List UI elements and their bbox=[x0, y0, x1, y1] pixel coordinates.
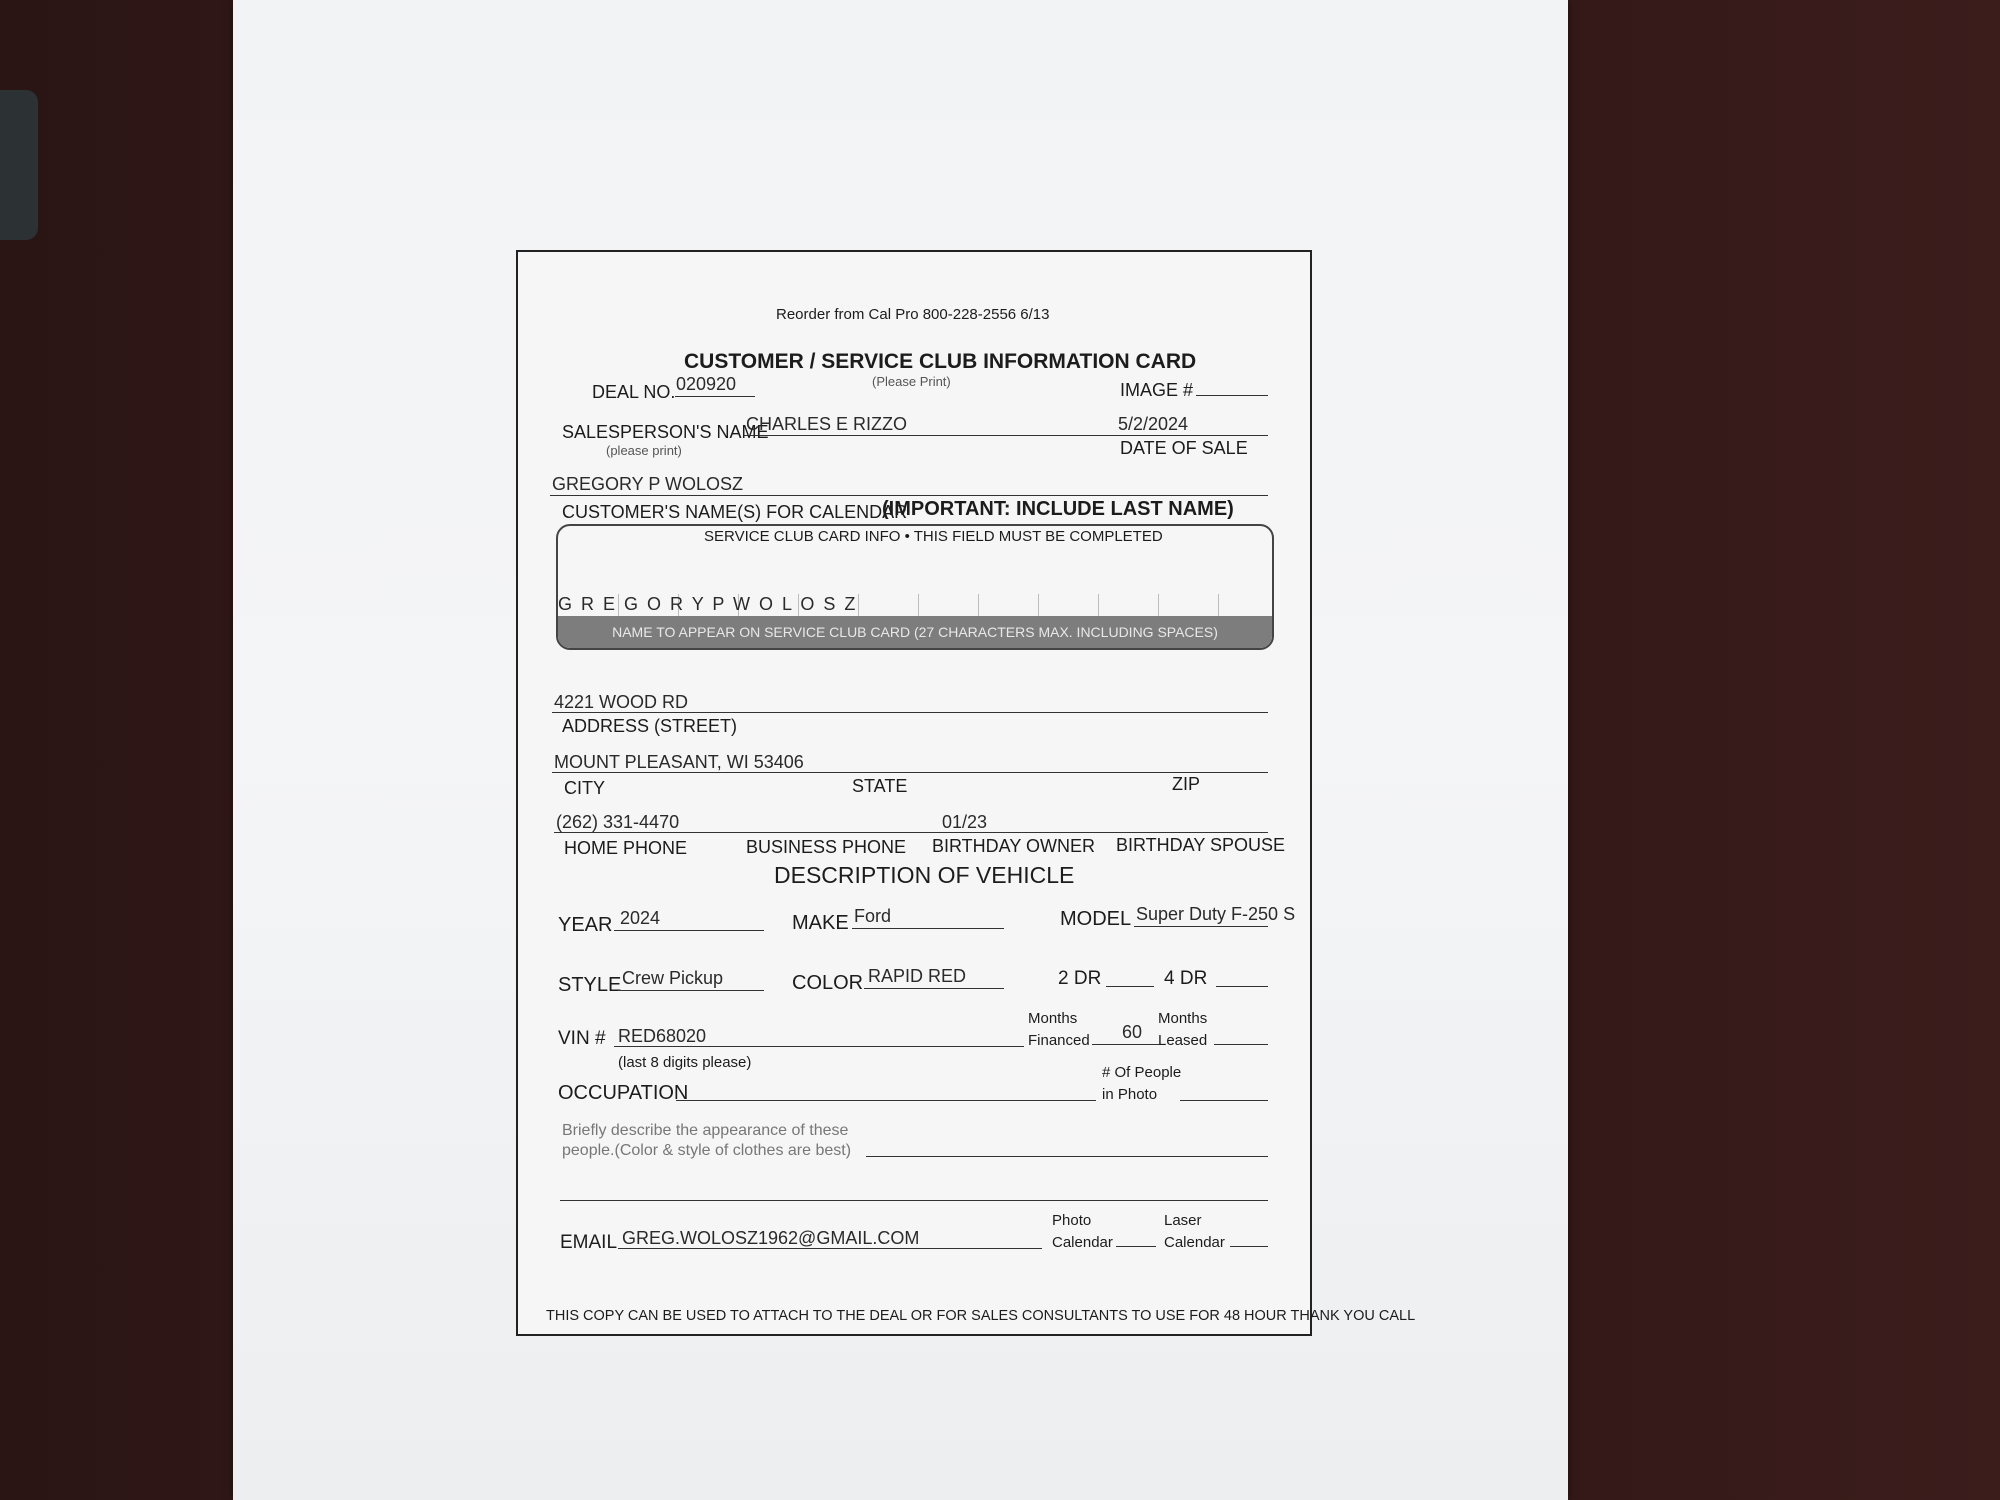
months-financed-label-1: Months bbox=[1028, 1010, 1078, 1027]
months-financed-value: 60 bbox=[1122, 1022, 1143, 1042]
deal-no-value: 020920 bbox=[676, 374, 737, 394]
months-financed-label-2: Financed bbox=[1028, 1032, 1090, 1049]
image-label: IMAGE # bbox=[1120, 380, 1194, 400]
card-title: CUSTOMER / SERVICE CLUB INFORMATION CARD bbox=[684, 350, 1197, 373]
salesperson-sublabel: (please print) bbox=[606, 443, 682, 458]
phone-line bbox=[554, 832, 1268, 833]
important-note: (IMPORTANT: INCLUDE LAST NAME) bbox=[882, 498, 1234, 520]
model-label: MODEL bbox=[1060, 908, 1132, 930]
club-card-header: SERVICE CLUB CARD INFO • THIS FIELD MUST BE COMPLETED bbox=[704, 528, 1163, 545]
zip-label: ZIP bbox=[1172, 774, 1201, 794]
date-of-sale-value: 5/2/2024 bbox=[1118, 414, 1189, 434]
address-label: ADDRESS (STREET) bbox=[562, 716, 738, 736]
business-phone-label: BUSINESS PHONE bbox=[746, 837, 907, 857]
state-label: STATE bbox=[852, 776, 908, 796]
photo-calendar-label-2: Calendar bbox=[1052, 1234, 1113, 1251]
months-financed-line bbox=[1092, 1044, 1160, 1045]
months-leased-label-2: Leased bbox=[1158, 1032, 1208, 1049]
months-leased-line bbox=[1214, 1044, 1268, 1045]
vehicle-heading: DESCRIPTION OF VEHICLE bbox=[774, 862, 1075, 888]
background-object bbox=[0, 90, 38, 240]
club-card-value: G R E G O R Y P W O L O S Z bbox=[558, 594, 858, 614]
describe-line-extra bbox=[560, 1200, 1268, 1201]
months-leased-label-1: Months bbox=[1158, 1010, 1208, 1027]
vin-note: (last 8 digits please) bbox=[618, 1054, 752, 1071]
salesperson-line bbox=[744, 435, 1268, 436]
four-door-line bbox=[1216, 986, 1268, 987]
people-in-photo-label-1: # Of People bbox=[1102, 1064, 1182, 1081]
color-label: COLOR bbox=[792, 972, 864, 994]
occupation-line bbox=[676, 1100, 1096, 1101]
style-line bbox=[618, 990, 764, 991]
year-line bbox=[614, 930, 764, 931]
deal-no-label: DEAL NO. bbox=[592, 382, 676, 402]
city-label: CITY bbox=[564, 778, 606, 798]
describe-line-2: people.(Color & style of clothes are best) bbox=[562, 1142, 852, 1159]
email-label: EMAIL bbox=[560, 1232, 618, 1253]
calendar-name-value: GREGORY P WOLOSZ bbox=[552, 474, 744, 494]
describe-line-1: Briefly describe the appearance of these bbox=[562, 1122, 849, 1139]
people-in-photo-label-2: in Photo bbox=[1102, 1086, 1158, 1103]
home-phone-label: HOME PHONE bbox=[564, 838, 688, 858]
birthday-owner-label: BIRTHDAY OWNER bbox=[932, 836, 1096, 856]
salesperson-label: SALESPERSON'S NAME bbox=[562, 422, 769, 442]
four-door-label: 4 DR bbox=[1164, 968, 1208, 989]
model-line bbox=[1134, 926, 1268, 927]
make-value: Ford bbox=[854, 906, 892, 926]
year-label: YEAR bbox=[558, 914, 613, 936]
birthday-spouse-label: BIRTHDAY SPOUSE bbox=[1116, 835, 1286, 855]
reorder-text: Reorder from Cal Pro 800-228-2556 6/13 bbox=[776, 306, 1050, 323]
photo-calendar-line bbox=[1116, 1246, 1156, 1247]
city-state-zip-value: MOUNT PLEASANT, WI 53406 bbox=[554, 752, 804, 772]
city-line bbox=[552, 772, 1268, 773]
vin-line bbox=[614, 1046, 1024, 1047]
club-card-footer: NAME TO APPEAR ON SERVICE CLUB CARD (27 CHARACTERS MAX. INCLUDING SPACES) bbox=[558, 616, 1272, 648]
image-line bbox=[1196, 395, 1268, 396]
deal-no-line bbox=[675, 396, 755, 397]
salesperson-value: CHARLES E RIZZO bbox=[746, 414, 908, 434]
color-value: RAPID RED bbox=[868, 966, 967, 986]
service-club-card-box bbox=[556, 524, 1274, 650]
information-card bbox=[516, 250, 1416, 1336]
describe-line bbox=[866, 1156, 1268, 1157]
birthday-owner-value: 01/23 bbox=[942, 812, 988, 832]
footer-note: THIS COPY CAN BE USED TO ATTACH TO THE DEAL OR FOR SALES CONSULTANTS TO USE FOR 48 HOUR THANK YOU CALL bbox=[546, 1308, 1416, 1324]
date-of-sale-label: DATE OF SALE bbox=[1120, 438, 1248, 458]
vin-label: VIN # bbox=[558, 1028, 606, 1049]
people-in-photo-line bbox=[1180, 1100, 1268, 1101]
email-line bbox=[618, 1248, 1042, 1249]
calendar-name-label: CUSTOMER'S NAME(S) FOR CALENDAR bbox=[562, 502, 908, 522]
make-label: MAKE bbox=[792, 912, 849, 934]
home-phone-value: (262) 331-4470 bbox=[556, 812, 680, 832]
style-label: STYLE bbox=[558, 974, 622, 996]
model-value: Super Duty F-250 S bbox=[1136, 904, 1296, 924]
please-print-note: (Please Print) bbox=[872, 374, 951, 389]
make-line bbox=[852, 928, 1004, 929]
photo-calendar-label-1: Photo bbox=[1052, 1212, 1092, 1229]
year-value: 2024 bbox=[620, 908, 661, 928]
email-value: GREG.WOLOSZ1962@GMAIL.COM bbox=[622, 1228, 920, 1248]
calendar-name-line bbox=[550, 495, 1268, 496]
laser-calendar-label-2: Calendar bbox=[1164, 1234, 1225, 1251]
address-line bbox=[552, 712, 1268, 713]
laser-calendar-label-1: Laser bbox=[1164, 1212, 1202, 1229]
vin-value: RED68020 bbox=[618, 1026, 707, 1046]
style-value: Crew Pickup bbox=[622, 968, 724, 988]
color-line bbox=[864, 988, 1004, 989]
laser-calendar-line bbox=[1230, 1246, 1268, 1247]
two-door-line bbox=[1106, 986, 1154, 987]
two-door-label: 2 DR bbox=[1058, 968, 1102, 989]
address-value: 4221 WOOD RD bbox=[554, 692, 689, 712]
occupation-label: OCCUPATION bbox=[558, 1082, 689, 1104]
